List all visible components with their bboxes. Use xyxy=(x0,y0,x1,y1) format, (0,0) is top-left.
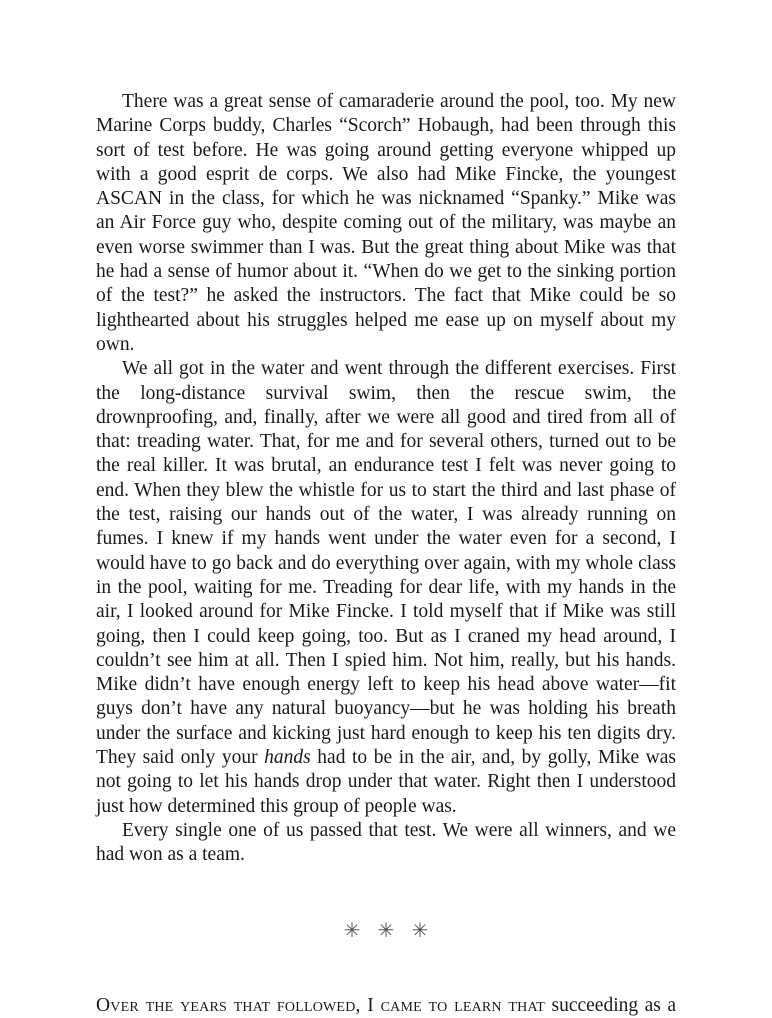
paragraph-camaraderie: There was a great sense of camaraderie around the pool, too. My new Marine Corps buddy, Charles “Scorch” Hobaugh, had been through this sort of test before. He was going around getting everyone whipped up with a good esprit de corps. We also had Mike Fincke, the youngest ASCAN in the class, for which he was nicknamed “Spanky.” Mike was an Air Force guy who, despite coming out of the military, was maybe an even worse swimmer than I was. But the great thing about Mike was that he had a sense of humor about it. “When do we get to the sinking portion of the test?” he asked the instructors. The fact that Mike could be so lighthearted about his struggles helped me ease up on myself about my own. xyxy=(96,91,676,355)
smallcaps-lead-in: Over the years that followed, I came to learn that xyxy=(96,994,545,1016)
paragraph-text-after-italic: had to be in the air, and, by golly, Mike was not going to let his hands drop under that water. Right then I understood just how determined this group of people was. xyxy=(96,747,677,817)
section-break-star-icon: ✳ xyxy=(343,919,361,942)
section-break-star-icon: ✳ xyxy=(377,919,395,942)
opening-line-rest: succeeding as a xyxy=(545,994,676,1016)
book-page xyxy=(96,90,676,1018)
section-break-star-icon: ✳ xyxy=(411,919,429,942)
italic-word: hands xyxy=(264,747,311,769)
paragraph-text-before-italic: We all got in the water and went through the different exercises. First the long-distance survival swim, then the rescue swim, the drownproofing, and, finally, after we were all good and tired from all of that: treading water. That, for me and for several others, turned out to be the real killer. It was brutal, an endurance test I felt was never going to end. When they blew the whistle for us to start the third and last phase of the test, raising our hands out of the water, I was already running on fumes. I knew if my hands went under the water even for a second, I would have to go back and do everything over again, with my whole class in the pool, waiting for me. Treading for dear life, with my hands in the air, I looked around for Mike Fincke. I told myself that if Mike was still going, then I could keep going, too. But as I craned my head around, I couldn’t see him at all. Then I spied him. Not him, really, but his hands. Mike didn’t have enough energy left to keep his head above water—fit guys don’t have any natural buoyancy—but he was holding his breath under the surface and kicking just hard enough to keep his ten digits dry. They said only your xyxy=(96,358,676,769)
section-break xyxy=(96,919,676,943)
paragraph-passed-test: Every single one of us passed that test. We were all winners, and we had won as a team. xyxy=(96,819,676,866)
paragraph-treading-water xyxy=(96,357,676,819)
next-section-opening-line xyxy=(96,994,676,1018)
